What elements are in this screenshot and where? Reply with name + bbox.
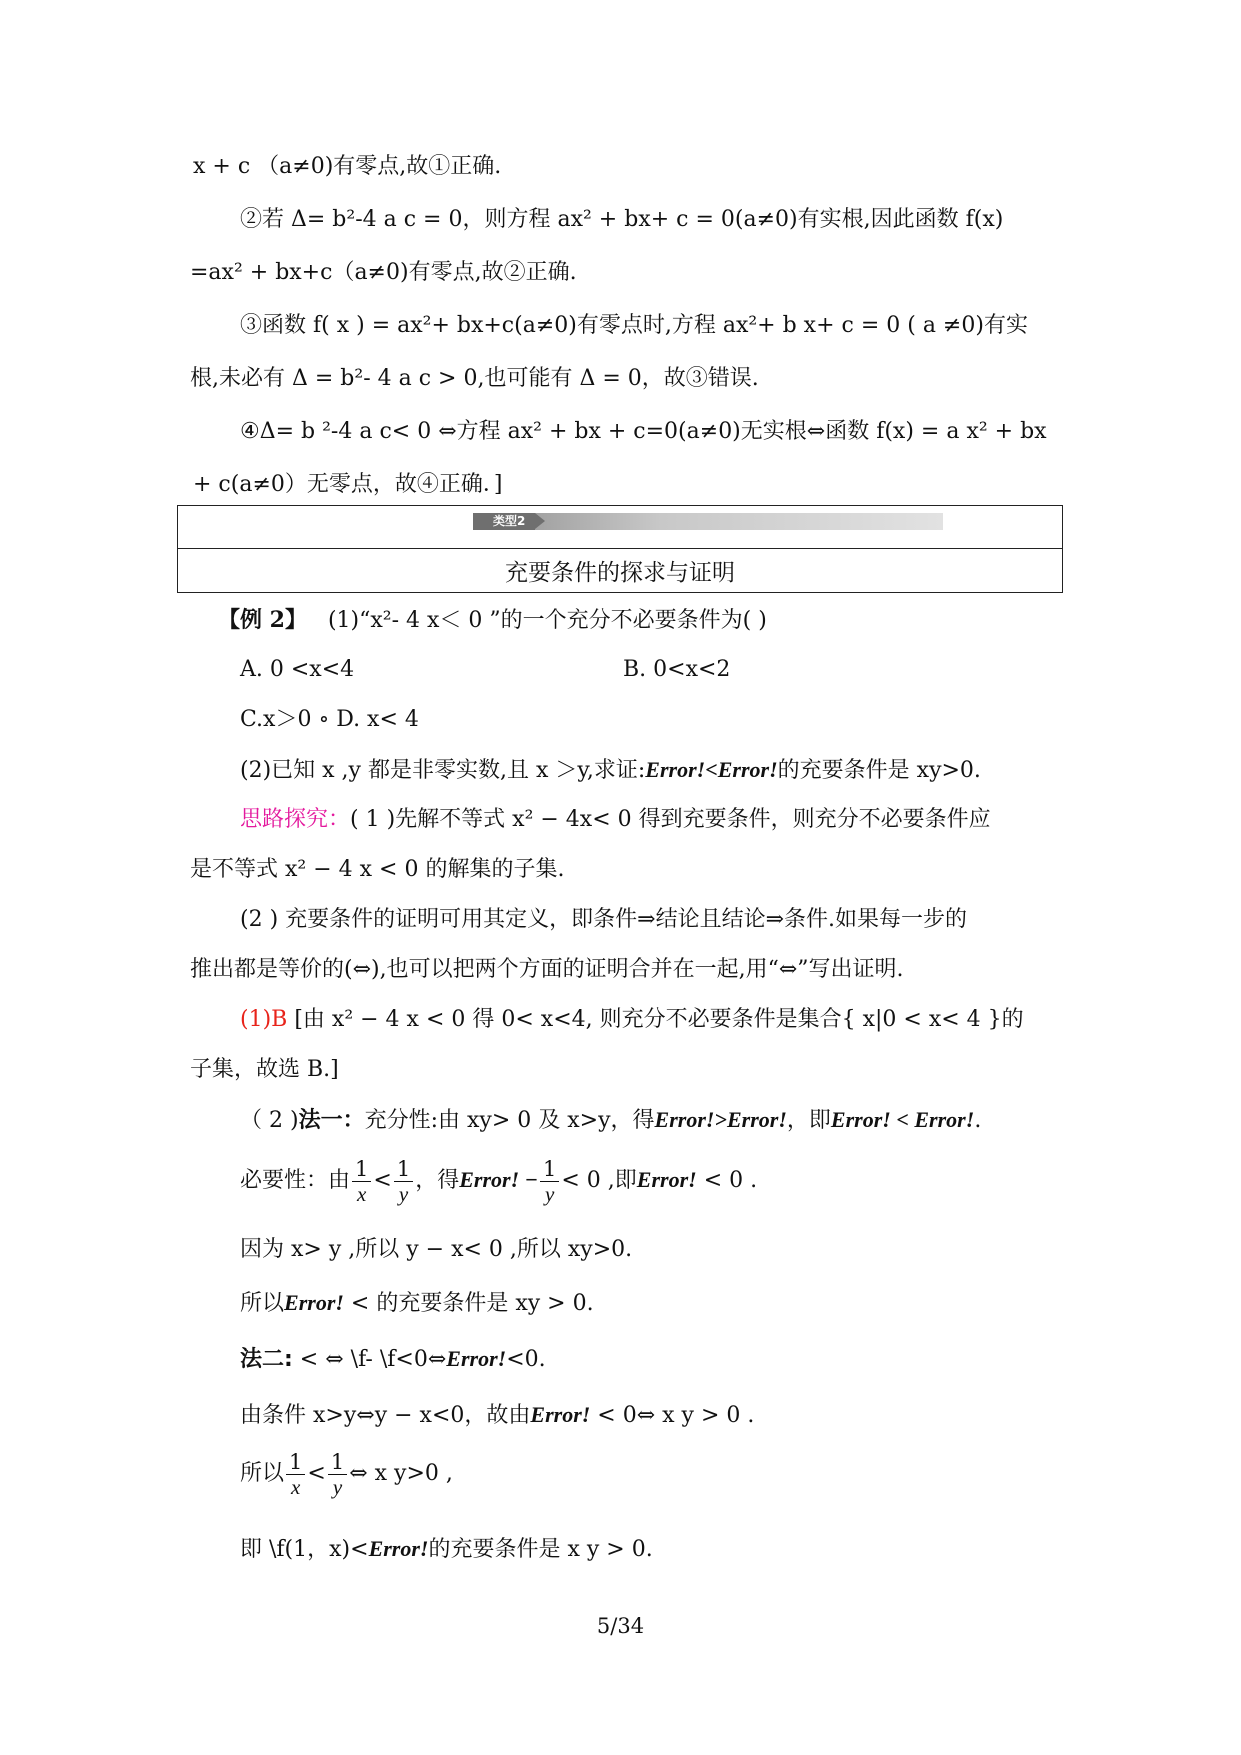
type-tag: 类型2 xyxy=(473,513,535,530)
method-two-error: Error! xyxy=(446,1346,507,1371)
method-two-text: < ⇔ \f- \f<0⇔ xyxy=(292,1347,447,1372)
so2-lt: < xyxy=(307,1461,326,1486)
text-line-7: + c(a≠0）无零点，故④正确．] xyxy=(193,472,503,497)
text-line-2: ②若 Δ= b²-4 a c = 0，则方程 ax² + bx+ c = 0(a≠0)有实根,因此函数 f(x) xyxy=(240,207,1004,232)
condition-line xyxy=(240,1400,754,1431)
so-line-2 xyxy=(240,1446,453,1502)
thinking-line-2: 是不等式 x² − 4 x < 0 的解集的子集. xyxy=(190,857,565,882)
conclusion-error: Error! xyxy=(284,1290,344,1315)
text-line-1: x + c （a≠0)有零点,故①正确. xyxy=(193,154,502,179)
box-divider xyxy=(178,548,1062,549)
method-one-mid: ，即 xyxy=(786,1108,831,1133)
final-error: Error! xyxy=(368,1536,429,1561)
necessity-end: < 0 . xyxy=(696,1168,758,1193)
conclusion-prefix: 所以 xyxy=(240,1291,285,1316)
fraction-1-over-y-2: $\frac{1}{y}$ xyxy=(540,1157,559,1206)
text-line-6: ④Δ= b ²-4 a c< 0 ⇔方程 ax² + bx + c=0(a≠0)无实根⇔函数 f(x) = a x² + bx xyxy=(240,419,1047,444)
option-cd: C.x＞0 ∘ D. x< 4 xyxy=(240,707,419,732)
necessity-mid: ，得 xyxy=(415,1168,460,1193)
type-banner xyxy=(473,513,943,530)
option-a: A. 0 <x<4 xyxy=(240,657,355,682)
conclusion-line xyxy=(240,1288,594,1319)
example-question-2 xyxy=(240,755,981,786)
fraction-so2-y: $\frac{1}{y}$ xyxy=(328,1450,347,1499)
necessity-mid2: < 0 ,即 xyxy=(561,1168,637,1193)
text-line-3: =ax² + bx+c（a≠0)有零点,故②正确. xyxy=(190,260,577,285)
because-line: 因为 x> y ,所以 y − x< 0 ,所以 xy>0. xyxy=(240,1237,633,1262)
final-line xyxy=(240,1534,653,1565)
thinking-text-1: ( 1 )先解不等式 x² − 4x< 0 得到充要条件，则充分不必要条件应 xyxy=(350,807,991,832)
method-one-end: . xyxy=(974,1108,982,1133)
method-two-label: 法二: xyxy=(240,1347,293,1372)
method-one-error-2: Error! < Error! xyxy=(830,1107,975,1132)
fraction-1-over-x: $\frac{1}{x}$ xyxy=(352,1157,371,1206)
thinking-line-4: 推出都是等价的(⇔),也可以把两个方面的证明合并在一起,用“⇔”写出证明. xyxy=(190,957,904,982)
method-one-prefix: （ 2 ) xyxy=(240,1108,299,1133)
option-b: B. 0<x<2 xyxy=(623,657,731,682)
so2-post: ⇔ x y>0 , xyxy=(349,1461,453,1486)
necessity-error-2: Error! xyxy=(636,1167,697,1192)
condition-prefix: 由条件 x>y⇔y − x<0，故由 xyxy=(240,1403,531,1428)
answer-text-1: [由 x² − 4 x < 0 得 0< x<4, 则充分不必要条件是集合{ x|0 < x< 4 }的 xyxy=(287,1007,1024,1032)
answer-line-2: 子集，故选 B.] xyxy=(190,1057,339,1082)
page-number: 5/34 xyxy=(596,1614,645,1638)
section-title: 充要条件的探求与证明 xyxy=(505,560,735,586)
q2-text: (2)已知 x ,y 都是非零实数,且 x ＞y,求证: xyxy=(240,758,646,783)
method-two-line xyxy=(240,1344,546,1375)
necessity-line: 必要性：由 $\frac{1}{x}$ < $\frac{1}{y}$ ，得Error! − $\frac{1}{y}$ < 0 ,即Error! < 0 . xyxy=(240,1156,758,1206)
q2-end: 的充要条件是 xy>0. xyxy=(777,758,981,783)
answer-line-1 xyxy=(240,1005,1024,1035)
necessity-error: Error! − xyxy=(459,1167,538,1192)
fraction-so2-x: $\frac{1}{x}$ xyxy=(286,1450,305,1499)
type-section-box xyxy=(177,505,1063,593)
thinking-line-3: (2 ) 充要条件的证明可用其定义，即条件⇒结论且结论⇒条件.如果每一步的 xyxy=(240,907,968,932)
condition-post: < 0⇔ x y > 0 . xyxy=(590,1403,755,1428)
method-two-end: <0. xyxy=(506,1347,546,1372)
method-one-text: 充分性:由 xy> 0 及 x>y，得 xyxy=(364,1108,655,1133)
text-line-4: ③函数 f( x ) = ax²+ bx+c(a≠0)有零点时,方程 ax²+ b x+ c = 0 ( a ≠0)有实 xyxy=(240,313,1028,338)
conclusion-post: < 的充要条件是 xy > 0. xyxy=(343,1291,594,1316)
fraction-1-over-y: $\frac{1}{y}$ xyxy=(394,1157,413,1206)
example-q1: (1)“x²- 4 x＜ 0 ”的一个充分不必要条件为( ) xyxy=(327,608,767,633)
text-line-5: 根,未必有 Δ = b²- 4 a c > 0,也可能有 Δ = 0，故③错误. xyxy=(190,366,759,391)
method-one-line xyxy=(240,1105,981,1136)
thinking-line-1 xyxy=(240,805,991,835)
necessity-prefix: 必要性：由 xyxy=(240,1168,351,1193)
answer-label: (1)B xyxy=(240,1007,288,1032)
example-label: 【例 2】 xyxy=(218,607,307,633)
method-one-error-1: Error!>Error! xyxy=(654,1107,787,1132)
final-prefix: 即 \f(1，x)< xyxy=(240,1537,369,1562)
q2-error: Error!<Error! xyxy=(645,757,778,782)
thinking-label: 思路探究： xyxy=(240,807,351,832)
condition-error: Error! xyxy=(530,1402,591,1427)
so2-prefix: 所以 xyxy=(240,1461,285,1486)
example-question-1 xyxy=(218,605,767,636)
final-post: 的充要条件是 x y > 0. xyxy=(428,1537,653,1562)
method-one-label: 法一： xyxy=(298,1108,365,1133)
